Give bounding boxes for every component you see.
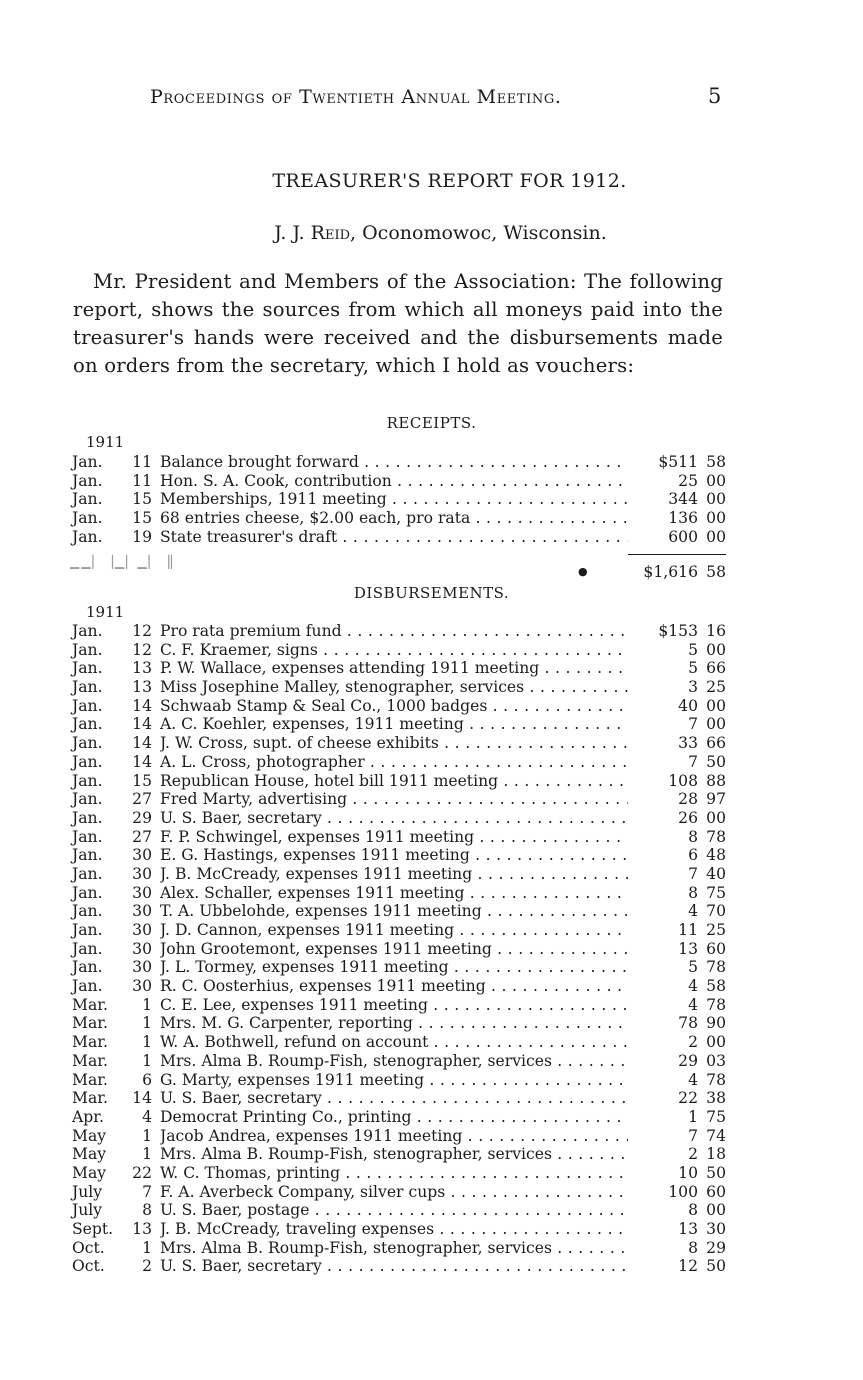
entry-month: Jan. <box>72 977 103 996</box>
entry-cents: 29 <box>706 1238 726 1257</box>
entry-month: Jan. <box>72 864 103 883</box>
entry-day: 8 <box>142 1201 152 1220</box>
entry-description: F. P. Schwingel, expenses 1911 meeting . . . <box>160 828 628 847</box>
entry-month: July <box>72 1182 103 1201</box>
entry-dollars: 100 <box>668 1182 698 1201</box>
table-row <box>72 1127 726 1146</box>
entry-day: 2 <box>142 1257 152 1276</box>
entry-day: 14 <box>132 715 152 734</box>
table-row <box>72 1239 726 1258</box>
entry-cents: 70 <box>706 902 726 921</box>
entry-day: 19 <box>132 527 152 546</box>
entry-month: Jan. <box>72 622 103 640</box>
entry-description: Hon. S. A. Cook, contribution . . . <box>160 472 628 491</box>
entry-description: Balance brought forward . . . <box>160 453 628 472</box>
entry-day: 30 <box>132 977 152 996</box>
entry-description: Fred Marty, advertising . . . <box>160 790 628 809</box>
entry-description: Jacob Andrea, expenses 1911 meeting . . . <box>160 1127 628 1146</box>
entry-dollars: 8 <box>688 827 698 846</box>
receipts-heading: RECEIPTS. <box>386 414 477 432</box>
entry-dollars: 6 <box>688 846 698 865</box>
entry-cents: 88 <box>706 771 726 790</box>
entry-dollars: 11 <box>678 921 698 939</box>
entry-cents: 18 <box>706 1145 726 1164</box>
entry-day: 12 <box>132 640 152 659</box>
entry-dollars: 7 <box>688 864 698 883</box>
entry-month: Jan. <box>72 921 103 939</box>
entry-description: A. L. Cross, photographer . . . <box>160 753 628 772</box>
entry-cents: 50 <box>706 1163 726 1182</box>
entry-cents: 60 <box>706 939 726 958</box>
entry-cents: 25 <box>706 678 726 697</box>
entry-description: Schwaab Stamp & Seal Co., 1000 badges . . . <box>160 697 628 716</box>
entry-dollars: $153 <box>658 622 698 640</box>
disbursements-year: 1911 <box>86 603 125 621</box>
running-head: Proceedings of Twentieth Annual Meeting. <box>150 86 562 108</box>
author-line <box>0 222 863 244</box>
entry-month: Jan. <box>72 509 103 528</box>
entry-dollars: 8 <box>688 1238 698 1257</box>
table-row <box>72 865 726 884</box>
table-row <box>72 977 726 996</box>
entry-day: 1 <box>142 1033 152 1052</box>
entry-description: E. G. Hastings, expenses 1911 meeting . . . <box>160 846 628 865</box>
entry-cents: 00 <box>706 509 726 528</box>
entry-day: 13 <box>132 659 152 678</box>
entry-month: Oct. <box>72 1257 105 1276</box>
table-row <box>72 1164 726 1183</box>
entry-dollars: $511 <box>658 453 698 471</box>
entry-description: Alex. Schaller, expenses 1911 meeting . . . <box>160 884 628 903</box>
entry-dollars: 4 <box>688 1070 698 1089</box>
entry-month: May <box>72 1126 107 1145</box>
entry-month: May <box>72 1163 107 1182</box>
table-row <box>72 772 726 791</box>
entry-description: W. A. Bothwell, refund on account . . . <box>160 1033 628 1052</box>
table-row <box>72 509 726 528</box>
entry-cents: 50 <box>706 1257 726 1276</box>
entry-month: Jan. <box>72 659 103 678</box>
entry-description: A. C. Koehler, expenses, 1911 meeting . . . <box>160 715 628 734</box>
entry-day: 30 <box>132 958 152 977</box>
entry-month: Jan. <box>72 715 103 734</box>
entry-month: Jan. <box>72 902 103 921</box>
entry-day: 11 <box>132 471 152 490</box>
entry-month: Apr. <box>72 1107 104 1126</box>
entry-description: W. C. Thomas, printing . . . <box>160 1164 628 1183</box>
table-row <box>72 846 726 865</box>
entry-day: 1 <box>142 1126 152 1145</box>
entry-day: 29 <box>132 808 152 827</box>
entry-dollars: 4 <box>688 995 698 1014</box>
entry-month: Mar. <box>72 1033 108 1052</box>
entry-day: 1 <box>142 1145 152 1164</box>
entry-month: Mar. <box>72 1089 108 1108</box>
entry-month: Jan. <box>72 490 103 509</box>
table-row <box>72 697 726 716</box>
entry-dollars: 8 <box>688 1201 698 1220</box>
entry-month: Mar. <box>72 1070 108 1089</box>
entry-dollars: 108 <box>668 771 698 790</box>
entry-dollars: 1 <box>688 1107 698 1126</box>
entry-month: Jan. <box>72 752 103 771</box>
author-name: J. J. Reid <box>274 222 351 244</box>
entry-day: 1 <box>142 1014 152 1033</box>
entry-description: J. B. McCready, expenses 1911 meeting . . . <box>160 865 628 884</box>
entry-dollars: 7 <box>688 752 698 771</box>
entry-month: July <box>72 1201 103 1220</box>
entry-description: F. A. Averbeck Company, silver cups . . . <box>160 1183 628 1202</box>
report-title: TREASURER'S REPORT FOR 1912. <box>272 170 627 192</box>
entry-cents: 00 <box>706 527 726 546</box>
entry-day: 14 <box>132 1089 152 1108</box>
entry-cents: 00 <box>706 808 726 827</box>
table-row <box>72 1183 726 1202</box>
entry-month: Jan. <box>72 696 103 715</box>
table-row <box>72 528 726 547</box>
entry-month: Jan. <box>72 734 103 753</box>
entry-cents: 00 <box>706 490 726 509</box>
entry-cents: 66 <box>706 734 726 753</box>
entry-day: 1 <box>142 1051 152 1070</box>
entry-description: Republican House, hotel bill 1911 meeting . . . <box>160 772 628 791</box>
entry-month: Mar. <box>72 995 108 1014</box>
table-row <box>72 641 726 660</box>
entry-month: Jan. <box>72 846 103 865</box>
entry-description: Mrs. Alma B. Roump-Fish, stenographer, services . . . <box>160 1145 628 1164</box>
page-number: 5 <box>708 84 722 108</box>
entry-cents: 50 <box>706 752 726 771</box>
entry-month: Jan. <box>72 939 103 958</box>
entry-description: John Grootemont, expenses 1911 meeting . . . <box>160 940 628 959</box>
entry-description: C. F. Kraemer, signs . . . <box>160 641 628 660</box>
entry-day: 30 <box>132 864 152 883</box>
entry-cents: 58 <box>706 453 726 471</box>
entry-month: Jan. <box>72 808 103 827</box>
entry-dollars: 28 <box>678 790 698 809</box>
table-row <box>72 1257 726 1276</box>
entry-cents: 30 <box>706 1220 726 1238</box>
table-row <box>72 1014 726 1033</box>
table-row <box>72 1145 726 1164</box>
table-row <box>72 1201 726 1220</box>
entry-day: 30 <box>132 921 152 939</box>
table-row <box>72 490 726 509</box>
entry-cents: 78 <box>706 827 726 846</box>
entry-cents: 60 <box>706 1182 726 1201</box>
entry-day: 11 <box>132 453 152 471</box>
entry-dollars: 33 <box>678 734 698 753</box>
table-row <box>72 472 726 491</box>
entry-description: J. L. Tormey, expenses 1911 meeting . . . <box>160 958 628 977</box>
table-row <box>72 996 726 1015</box>
entry-month: Oct. <box>72 1238 105 1257</box>
entry-cents: 48 <box>706 846 726 865</box>
entry-month: Jan. <box>72 790 103 809</box>
entry-description: U. S. Baer, postage . . . <box>160 1201 628 1220</box>
table-row <box>72 809 726 828</box>
entry-day: 14 <box>132 734 152 753</box>
entry-dollars: 344 <box>668 490 698 509</box>
table-row <box>72 884 726 903</box>
entry-description: C. E. Lee, expenses 1911 meeting . . . <box>160 996 628 1015</box>
entry-description: State treasurer's draft . . . <box>160 528 628 547</box>
scan-artifact: ▁▁▏▕▁▏▁▏▕▏ <box>70 555 183 569</box>
entry-day: 30 <box>132 902 152 921</box>
entry-description: Pro rata premium fund . . . <box>160 622 628 641</box>
table-row <box>72 453 726 472</box>
entry-dollars: 600 <box>668 527 698 546</box>
entry-cents: 03 <box>706 1051 726 1070</box>
entry-description: U. S. Baer, secretary . . . <box>160 1089 628 1108</box>
table-row <box>72 940 726 959</box>
entry-month: Jan. <box>72 958 103 977</box>
author-location: , Oconomowoc, Wisconsin. <box>350 222 607 244</box>
entry-day: 6 <box>142 1070 152 1089</box>
entry-day: 1 <box>142 1238 152 1257</box>
entry-dollars: 26 <box>678 808 698 827</box>
table-row <box>72 659 726 678</box>
entry-dollars: 5 <box>688 958 698 977</box>
entry-day: 27 <box>132 790 152 809</box>
entry-cents: 90 <box>706 1014 726 1033</box>
entry-dollars: 4 <box>688 902 698 921</box>
table-row <box>72 622 726 641</box>
entry-month: Mar. <box>72 1051 108 1070</box>
receipts-total-cents: 58 <box>706 563 726 581</box>
table-row <box>72 753 726 772</box>
entry-month: Jan. <box>72 527 103 546</box>
entry-day: 15 <box>132 509 152 528</box>
entry-description: Mrs. Alma B. Roump-Fish, stenographer, services . . . <box>160 1052 628 1071</box>
entry-description: Memberships, 1911 meeting . . . <box>160 490 628 509</box>
entry-day: 7 <box>142 1182 152 1201</box>
entry-day: 13 <box>132 678 152 697</box>
entry-month: Mar. <box>72 1014 108 1033</box>
disbursements-heading: DISBURSEMENTS. <box>353 584 510 602</box>
entry-dollars: 40 <box>678 696 698 715</box>
entry-month: Jan. <box>72 453 103 471</box>
entry-cents: 38 <box>706 1089 726 1108</box>
entry-cents: 97 <box>706 790 726 809</box>
entry-cents: 78 <box>706 1070 726 1089</box>
entry-cents: 78 <box>706 995 726 1014</box>
entry-dollars: 12 <box>678 1257 698 1276</box>
table-row <box>72 958 726 977</box>
entry-cents: 75 <box>706 1107 726 1126</box>
entry-month: Jan. <box>72 471 103 490</box>
table-row <box>72 734 726 753</box>
table-row <box>72 921 726 940</box>
bullet-mark: ● <box>578 565 588 578</box>
entry-dollars: 2 <box>688 1033 698 1052</box>
entry-dollars: 22 <box>678 1089 698 1108</box>
intro-paragraph: Mr. President and Members of the Association: The following report, shows the sources from which all moneys paid into the treasurer's hands were received and the disbursements made on orders from the secretary, which I hold as vouchers: <box>73 270 723 377</box>
entry-cents: 58 <box>706 977 726 996</box>
entry-day: 13 <box>132 1220 152 1238</box>
table-row <box>72 1033 726 1052</box>
entry-day: 15 <box>132 490 152 509</box>
entry-day: 22 <box>132 1163 152 1182</box>
entry-month: Jan. <box>72 640 103 659</box>
entry-cents: 00 <box>706 1201 726 1220</box>
entry-dollars: 2 <box>688 1145 698 1164</box>
entry-description: U. S. Baer, secretary . . . <box>160 1257 628 1276</box>
entry-month: Jan. <box>72 678 103 697</box>
entry-day: 14 <box>132 696 152 715</box>
entry-day: 12 <box>132 622 152 640</box>
table-row <box>72 1108 726 1127</box>
table-row <box>72 828 726 847</box>
entry-day: 14 <box>132 752 152 771</box>
entry-description: Mrs. M. G. Carpenter, reporting . . . <box>160 1014 628 1033</box>
entry-description: Democrat Printing Co., printing . . . <box>160 1108 628 1127</box>
entry-description: 68 entries cheese, $2.00 each, pro rata . . . <box>160 509 628 528</box>
receipts-total-row <box>72 562 726 582</box>
entry-dollars: 5 <box>688 659 698 678</box>
table-row <box>72 790 726 809</box>
entry-dollars: 78 <box>678 1014 698 1033</box>
entry-cents: 00 <box>706 1033 726 1052</box>
entry-description: G. Marty, expenses 1911 meeting . . . <box>160 1071 628 1090</box>
entry-cents: 40 <box>706 864 726 883</box>
entry-dollars: 4 <box>688 977 698 996</box>
entry-dollars: 5 <box>688 640 698 659</box>
table-row <box>72 1071 726 1090</box>
table-row <box>72 1220 726 1239</box>
entry-description: P. W. Wallace, expenses attending 1911 meeting . . . <box>160 659 628 678</box>
entry-dollars: 3 <box>688 678 698 697</box>
entry-dollars: 136 <box>668 509 698 528</box>
entry-cents: 74 <box>706 1126 726 1145</box>
entry-cents: 00 <box>706 471 726 490</box>
entry-cents: 00 <box>706 715 726 734</box>
entry-cents: 00 <box>706 640 726 659</box>
table-row <box>72 1052 726 1071</box>
entry-month: Jan. <box>72 883 103 902</box>
entry-day: 1 <box>142 995 152 1014</box>
entry-day: 27 <box>132 827 152 846</box>
total-rule <box>628 554 726 555</box>
entry-cents: 16 <box>706 622 726 640</box>
entry-cents: 66 <box>706 659 726 678</box>
entry-description: Mrs. Alma B. Roump-Fish, stenographer, services . . . <box>160 1239 628 1258</box>
entry-month: Sept. <box>72 1220 114 1238</box>
table-row <box>72 1089 726 1108</box>
entry-description: T. A. Ubbelohde, expenses 1911 meeting . . . <box>160 902 628 921</box>
entry-day: 30 <box>132 883 152 902</box>
entry-dollars: 13 <box>678 939 698 958</box>
entry-month: Jan. <box>72 771 103 790</box>
entry-cents: 78 <box>706 958 726 977</box>
entry-day: 4 <box>142 1107 152 1126</box>
entry-description: U. S. Baer, secretary . . . <box>160 809 628 828</box>
receipts-table <box>72 453 726 546</box>
table-row <box>72 678 726 697</box>
disbursements-table <box>72 622 726 1276</box>
entry-dollars: 10 <box>678 1163 698 1182</box>
entry-dollars: 13 <box>678 1220 698 1238</box>
entry-cents: 75 <box>706 883 726 902</box>
entry-dollars: 8 <box>688 883 698 902</box>
entry-dollars: 7 <box>688 715 698 734</box>
table-row <box>72 902 726 921</box>
entry-day: 30 <box>132 939 152 958</box>
entry-day: 15 <box>132 771 152 790</box>
entry-description: J. D. Cannon, expenses 1911 meeting . . . <box>160 921 628 940</box>
entry-dollars: 7 <box>688 1126 698 1145</box>
entry-cents: 25 <box>706 921 726 939</box>
entry-description: R. C. Oosterhius, expenses 1911 meeting . . . <box>160 977 628 996</box>
receipts-year: 1911 <box>86 433 125 451</box>
entry-description: J. W. Cross, supt. of cheese exhibits . . . <box>160 734 628 753</box>
entry-month: Jan. <box>72 827 103 846</box>
entry-description: J. B. McCready, traveling expenses . . . <box>160 1220 628 1239</box>
entry-cents: 00 <box>706 696 726 715</box>
entry-description: Miss Josephine Malley, stenographer, services . . . <box>160 678 628 697</box>
receipts-total-dollars: $1,616 <box>643 563 698 581</box>
entry-month: May <box>72 1145 107 1164</box>
entry-day: 30 <box>132 846 152 865</box>
entry-dollars: 29 <box>678 1051 698 1070</box>
entry-dollars: 25 <box>678 471 698 490</box>
table-row <box>72 715 726 734</box>
